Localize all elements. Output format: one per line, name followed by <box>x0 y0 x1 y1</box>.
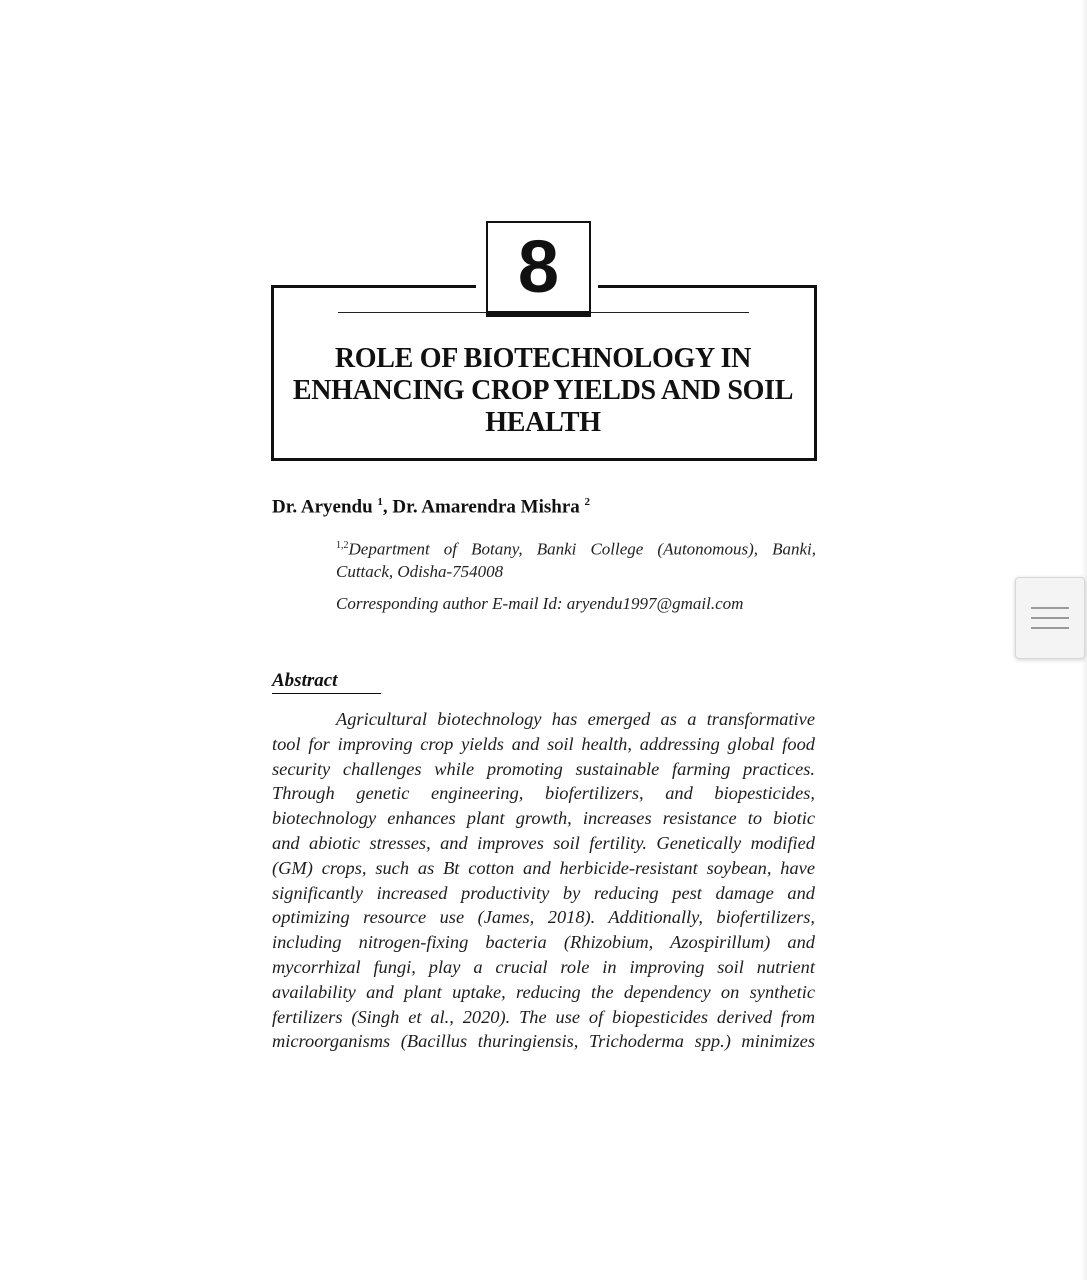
author-2: Dr. Amarendra Mishra <box>392 496 580 518</box>
abstract-body <box>272 707 815 1054</box>
author-line <box>272 496 590 518</box>
abstract-line-12: availability and plant uptake, reducing the dependency on synthetic <box>272 981 815 1002</box>
abstract-line-13: fertilizers (Singh et al., 2020). The use of biopesticides derived from <box>272 1006 815 1027</box>
menu-button[interactable] <box>1015 577 1085 659</box>
abstract-heading: Abstract <box>272 670 338 691</box>
affiliation-sup: 1,2 <box>336 540 349 551</box>
abstract-line-10: including nitrogen-fixing bacteria (Rhizobium, Azospirillum) and <box>272 932 815 953</box>
author-1: Dr. Aryendu <box>272 496 373 518</box>
abstract-line-8: significantly increased productivity by reducing pest damage and <box>272 882 815 903</box>
chapter-title <box>275 343 811 439</box>
author-separator: , <box>382 496 393 518</box>
abstract-line-1: Agricultural biotechnology has emerged as a transformative <box>336 709 815 729</box>
corresponding-email: Corresponding author E-mail Id: aryendu1997@gmail.com <box>336 594 744 613</box>
abstract-line-3: security challenges while promoting sustainable farming practices. <box>272 758 815 779</box>
abstract-line-6: and abiotic stresses, and improves soil fertility. Genetically modified <box>272 832 815 853</box>
abstract-underline <box>272 693 381 694</box>
frame-gap-left <box>476 280 486 292</box>
author-2-sup: 2 <box>584 496 591 508</box>
chapter-title-line-1: ROLE OF BIOTECHNOLOGY IN <box>334 343 752 374</box>
author-1-sup: 1 <box>377 496 383 508</box>
abstract-line-5: biotechnology enhances plant growth, increases resistance to biotic <box>272 808 815 829</box>
abstract-line-11: mycorrhizal fungi, play a crucial role in improving soil nutrient <box>272 956 815 977</box>
chapter-title-line-3: HEALTH <box>485 407 601 438</box>
abstract-line-7: (GM) crops, such as Bt cotton and herbicide-resistant soybean, have <box>272 857 815 878</box>
chapter-title-line-2: ENHANCING CROP YIELDS AND SOIL <box>292 375 794 406</box>
affiliation-text: Department of Botany, Banki College (Autonomous), Banki, Cuttack, Odisha-754008 <box>336 539 816 581</box>
affiliation <box>336 535 816 583</box>
abstract-line-4: Through genetic engineering, biofertilizers, and biopesticides, <box>272 783 815 804</box>
hamburger-menu-icon <box>1031 603 1069 633</box>
abstract-line-9: optimizing resource use (James, 2018). Additionally, biofertilizers, <box>272 907 815 928</box>
abstract-line-14: microorganisms (Bacillus thuringiensis, Trichoderma spp.) minimizes <box>272 1031 815 1052</box>
chapter-number: 8 <box>486 221 591 317</box>
abstract-line-2: tool for improving crop yields and soil health, addressing global food <box>272 733 815 754</box>
